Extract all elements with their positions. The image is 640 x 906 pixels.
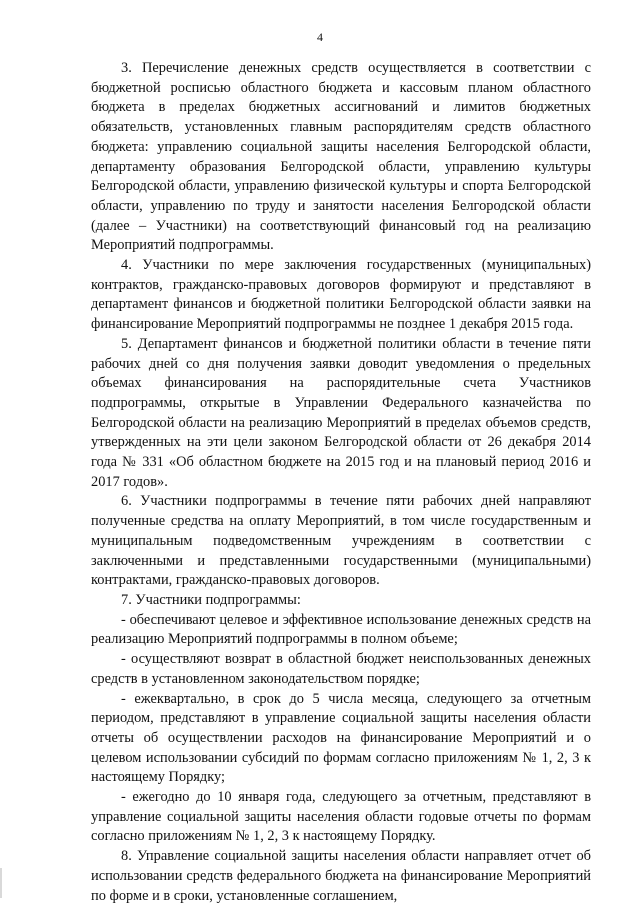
paragraph-6-participants-payments: 6. Участники подпрограммы в течение пяти рабочих дней направляют полученные средства на оплату Мероприятий, в том числе государственным и муниципальным подведомственным учреждениям в соответствии с заключенными и представленными государственными (муниципальными) контрактами, гражданско-правовых договоров. (91, 493, 591, 589)
paragraph-8-social-protection: 8. Управление социальной защиты населения области направляет отчет об использовании средств федерального бюджета на финансирование Мероприятий по форме и в сроки, установленные соглашением, (91, 848, 591, 904)
paragraph-7-participants: 7. Участники подпрограммы: (121, 591, 301, 608)
scan-edge-mark (0, 868, 2, 898)
document-body (91, 59, 591, 906)
list-item-quarterly-reports: - ежеквартально, в срок до 5 числа месяца, следующего за отчетным периодом, представляют в управление социальной защиты населения области отчеты об осуществлении расходов на финансирование Мероприятий и о целевом использовании субсидий по формам согласно приложениям № 1, 2, 3 к настоящему Порядку; (91, 690, 591, 786)
paragraph-5-finance-department: 5. Департамент финансов и бюджетной политики области в течение пяти рабочих дней со дня получения заявки доводит уведомления о предельных объемах финансирования на распорядительные счета Участников подпрограммы, открытые в Управлении Федерального казначейства по Белгородской области на реализацию Мероприятий в пределах объемов средств, утвержденных на эти цели законом Белгородской области от 26 декабря 2014 года № 331 «Об областном бюджете на 2015 год и на плановый период 2016 и 2017 годов». (91, 335, 591, 490)
paragraph-4-applications: 4. Участники по мере заключения государственных (муниципальных) контрактов, гражданско-правовых договоров формируют и представляют в департамент финансов и бюджетной политики Белгородской области заявки на финансирование Мероприятий подпрограммы не позднее 1 декабря 2015 года. (91, 257, 591, 333)
page-number: 4 (317, 30, 323, 44)
list-item-refund: - осуществляют возврат в областной бюджет неиспользованных денежных средств в установленном законодательством порядке; (91, 651, 591, 687)
list-item-targeted-use: - обеспечивают целевое и эффективное использование денежных средств на реализацию Мероприятий подпрограммы в полном объеме; (91, 611, 591, 648)
list-item-annual-reports: - ежегодно до 10 января года, следующего за отчетным, представляют в управление социальной защиты населения области годовые отчеты по формам согласно приложениям № 1, 2, 3 к настоящему Порядку. (91, 789, 591, 845)
paragraph-3-budget-transfer: 3. Перечисление денежных средств осуществляется в соответствии с бюджетной росписью областного бюджета и кассовым планом областного бюджета в пределах бюджетных ассигнований и лимитов бюджетных обязательств, установленных главным распорядителям средств областного бюджета: управлению социальной защиты населения Белгородской области, департаменту образования Белгородской области, управлению культуры Белгородской области, управлению физической культуры и спорта Белгородской области, управлению по труду и занятости населения Белгородской области (далее – Участники) на соответствующий финансовый год на реализацию Мероприятий подпрограммы. (91, 60, 591, 254)
